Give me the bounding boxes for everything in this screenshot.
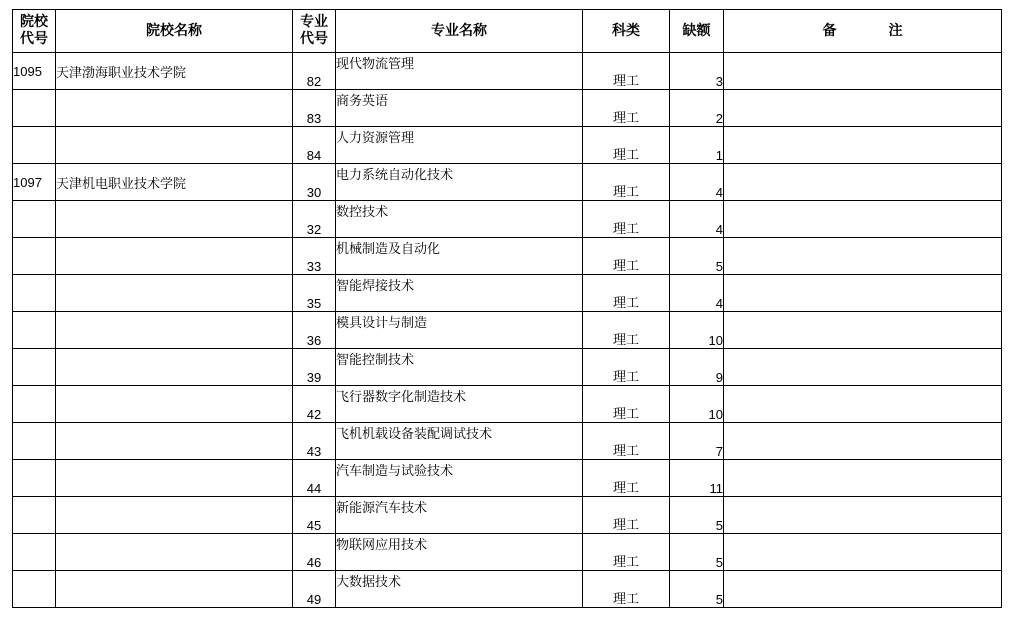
- cell-school-code: [13, 201, 56, 238]
- cell-subject: 理工: [583, 164, 670, 201]
- cell-major-code: 42: [293, 386, 336, 423]
- cell-vacancy: 5: [670, 238, 724, 275]
- cell-subject: 理工: [583, 534, 670, 571]
- cell-major-code: 84: [293, 127, 336, 164]
- cell-vacancy: 4: [670, 275, 724, 312]
- cell-school-name: [56, 238, 293, 275]
- table-row: [13, 238, 1002, 275]
- table-row: [13, 571, 1002, 608]
- cell-school-code: [13, 386, 56, 423]
- cell-school-code: [13, 497, 56, 534]
- table-body: [13, 53, 1002, 608]
- header-remark-part1: 备: [822, 23, 837, 39]
- cell-school-code: [13, 238, 56, 275]
- header-major-code: [293, 10, 336, 53]
- cell-vacancy: 2: [670, 90, 724, 127]
- cell-major-name: 模具设计与制造: [336, 312, 583, 349]
- cell-remark: [724, 460, 1002, 497]
- cell-school-name: [56, 90, 293, 127]
- cell-remark: [724, 497, 1002, 534]
- cell-subject: 理工: [583, 460, 670, 497]
- cell-subject: 理工: [583, 275, 670, 312]
- table-row: [13, 534, 1002, 571]
- cell-major-code: 83: [293, 90, 336, 127]
- cell-major-code: 43: [293, 423, 336, 460]
- table-row: [13, 312, 1002, 349]
- table-row: [13, 497, 1002, 534]
- cell-subject: 理工: [583, 238, 670, 275]
- cell-major-code: 46: [293, 534, 336, 571]
- table-row: [13, 460, 1002, 497]
- cell-vacancy: 1: [670, 127, 724, 164]
- cell-subject: 理工: [583, 423, 670, 460]
- cell-vacancy: 11: [670, 460, 724, 497]
- cell-school-name: [56, 201, 293, 238]
- cell-vacancy: 10: [670, 312, 724, 349]
- table-row: [13, 90, 1002, 127]
- header-major-code-line1: 专业: [300, 14, 328, 30]
- cell-remark: [724, 571, 1002, 608]
- cell-school-code: [13, 571, 56, 608]
- cell-school-name: [56, 423, 293, 460]
- cell-major-name: 智能焊接技术: [336, 275, 583, 312]
- cell-school-name: [56, 312, 293, 349]
- table-row: [13, 275, 1002, 312]
- cell-remark: [724, 164, 1002, 201]
- cell-remark: [724, 53, 1002, 90]
- cell-remark: [724, 127, 1002, 164]
- cell-major-name: 电力系统自动化技术: [336, 164, 583, 201]
- header-school-code: [13, 10, 56, 53]
- cell-major-name: 新能源汽车技术: [336, 497, 583, 534]
- cell-school-code: [13, 423, 56, 460]
- table-row: [13, 164, 1002, 201]
- cell-school-name: [56, 127, 293, 164]
- cell-major-code: 33: [293, 238, 336, 275]
- cell-school-name: [56, 386, 293, 423]
- cell-remark: [724, 534, 1002, 571]
- cell-subject: 理工: [583, 349, 670, 386]
- cell-subject: 理工: [583, 127, 670, 164]
- header-remark-part2: 注: [888, 23, 903, 39]
- table-row: [13, 423, 1002, 460]
- cell-remark: [724, 386, 1002, 423]
- cell-subject: 理工: [583, 497, 670, 534]
- header-vacancy: 缺额: [670, 10, 724, 53]
- cell-school-code: [13, 127, 56, 164]
- cell-vacancy: 5: [670, 497, 724, 534]
- cell-major-code: 82: [293, 53, 336, 90]
- cell-remark: [724, 238, 1002, 275]
- header-remark: [724, 10, 1002, 53]
- cell-major-name: 机械制造及自动化: [336, 238, 583, 275]
- cell-major-name: 大数据技术: [336, 571, 583, 608]
- header-school-code-line1: 院校: [20, 14, 48, 30]
- cell-school-code: [13, 349, 56, 386]
- table-row: [13, 201, 1002, 238]
- cell-major-name: 人力资源管理: [336, 127, 583, 164]
- cell-school-code: [13, 90, 56, 127]
- cell-vacancy: 4: [670, 201, 724, 238]
- cell-school-name: 天津机电职业技术学院: [56, 164, 293, 201]
- cell-vacancy: 7: [670, 423, 724, 460]
- cell-subject: 理工: [583, 201, 670, 238]
- cell-subject: 理工: [583, 386, 670, 423]
- cell-major-name: 商务英语: [336, 90, 583, 127]
- cell-school-name: [56, 571, 293, 608]
- table-row: [13, 349, 1002, 386]
- cell-major-name: 智能控制技术: [336, 349, 583, 386]
- table-row: [13, 53, 1002, 90]
- cell-school-code: [13, 534, 56, 571]
- cell-major-name: 物联网应用技术: [336, 534, 583, 571]
- table-row: [13, 386, 1002, 423]
- cell-school-name: [56, 534, 293, 571]
- cell-major-code: 32: [293, 201, 336, 238]
- cell-school-code: [13, 275, 56, 312]
- cell-school-name: [56, 460, 293, 497]
- cell-remark: [724, 90, 1002, 127]
- header-subject: 科类: [583, 10, 670, 53]
- cell-school-name: [56, 497, 293, 534]
- cell-subject: 理工: [583, 571, 670, 608]
- header-major-name: 专业名称: [336, 10, 583, 53]
- cell-school-name: [56, 275, 293, 312]
- cell-major-name: 飞机机载设备装配调试技术: [336, 423, 583, 460]
- cell-vacancy: 10: [670, 386, 724, 423]
- cell-major-name: 飞行器数字化制造技术: [336, 386, 583, 423]
- cell-major-code: 36: [293, 312, 336, 349]
- cell-remark: [724, 349, 1002, 386]
- header-row: [13, 10, 1002, 53]
- header-school-code-line2: 代号: [20, 31, 48, 47]
- cell-remark: [724, 201, 1002, 238]
- cell-school-code: [13, 312, 56, 349]
- cell-major-name: 汽车制造与试验技术: [336, 460, 583, 497]
- vacancy-table: [12, 9, 1002, 608]
- cell-vacancy: 5: [670, 571, 724, 608]
- cell-subject: 理工: [583, 312, 670, 349]
- cell-major-code: 39: [293, 349, 336, 386]
- cell-school-code: [13, 460, 56, 497]
- cell-school-name: 天津渤海职业技术学院: [56, 53, 293, 90]
- cell-remark: [724, 275, 1002, 312]
- cell-major-name: 现代物流管理: [336, 53, 583, 90]
- cell-school-name: [56, 349, 293, 386]
- cell-major-code: 45: [293, 497, 336, 534]
- cell-school-code: 1097: [13, 164, 56, 201]
- cell-vacancy: 4: [670, 164, 724, 201]
- table-row: [13, 127, 1002, 164]
- cell-remark: [724, 312, 1002, 349]
- cell-subject: 理工: [583, 53, 670, 90]
- cell-major-code: 35: [293, 275, 336, 312]
- cell-vacancy: 5: [670, 534, 724, 571]
- cell-major-code: 44: [293, 460, 336, 497]
- cell-major-code: 49: [293, 571, 336, 608]
- cell-subject: 理工: [583, 90, 670, 127]
- header-school-name: 院校名称: [56, 10, 293, 53]
- cell-school-code: 1095: [13, 53, 56, 90]
- cell-major-name: 数控技术: [336, 201, 583, 238]
- cell-vacancy: 9: [670, 349, 724, 386]
- cell-remark: [724, 423, 1002, 460]
- cell-vacancy: 3: [670, 53, 724, 90]
- header-major-code-line2: 代号: [300, 31, 328, 47]
- cell-major-code: 30: [293, 164, 336, 201]
